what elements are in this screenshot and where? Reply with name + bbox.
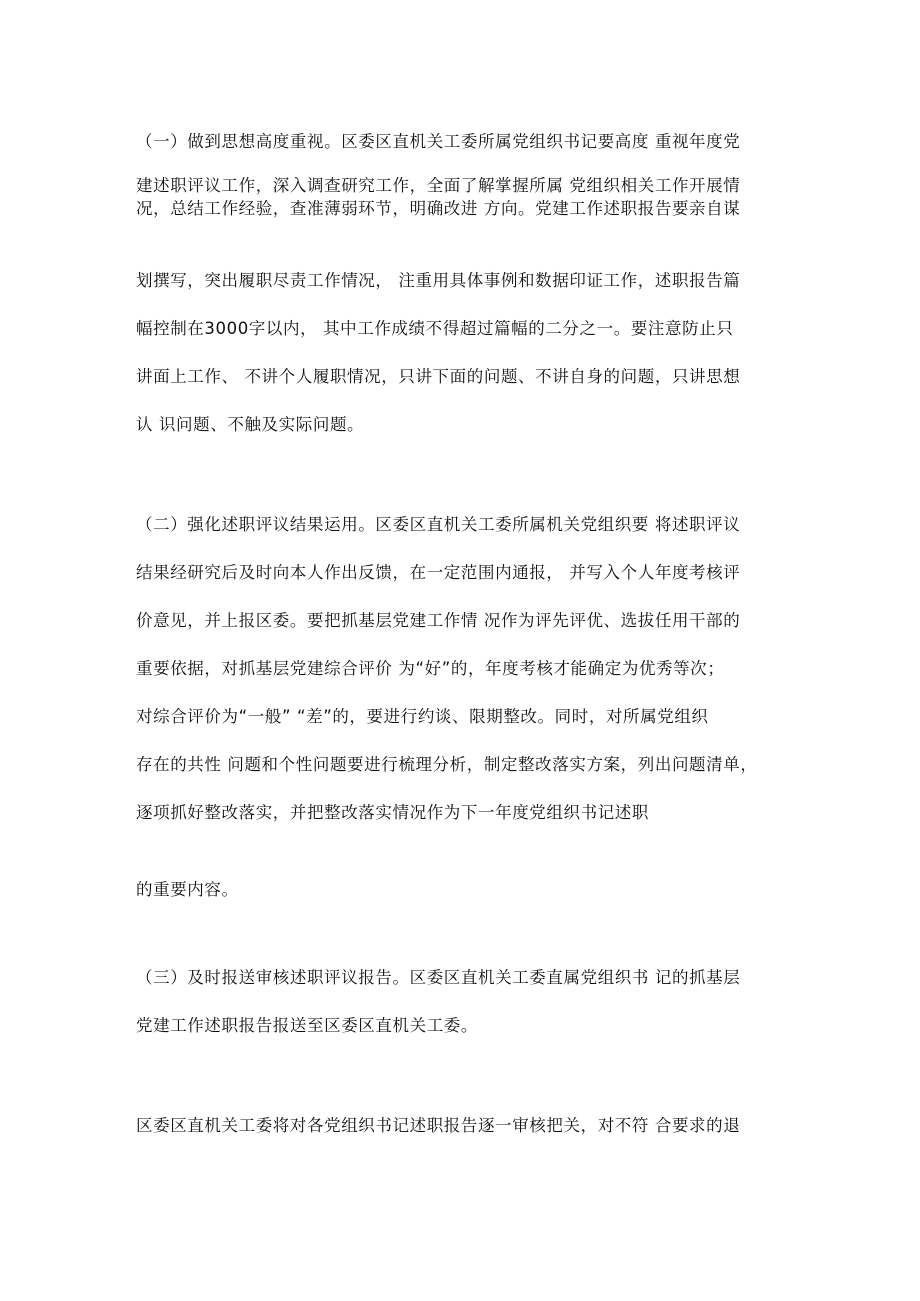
paragraph-2-line-7: 逐项抓好整改落实，并把整改落实情况作为下一年度党组织书记述职 (136, 803, 649, 822)
paragraph-2-line-1: （二）强化述职评议结果运用。区委区直机关工委所属机关党组织要 将述职评议 (136, 515, 741, 534)
paragraph-1-line-1: （一）做到思想高度重视。区委区直机关工委所属党组织书记要高度 重视年度党 (136, 132, 741, 151)
paragraph-1-line-3-visible: 况，总结工作经验，查准薄弱环节，明确改进 方向。党建工作述职报告要亲自谋 (136, 199, 741, 218)
paragraph-2-line-5: 对综合评价为“一般” “差”的，要进行约谈、限期整改。同时，对所属党组织 (136, 707, 709, 726)
paragraph-5-line-1: 区委区直机关工委将对各党组织书记述职报告逐一审核把关，对不符 合要求的退 (136, 1116, 741, 1135)
paragraph-1-line-6: 讲面上工作、 不讲个人履职情况，只讲下面的问题、不讲自身的问题，只讲思想 (136, 367, 741, 386)
paragraph-4-line-2: 党建工作述职报告报送至区委区直机关工委。 (136, 1016, 478, 1035)
paragraph-3-line-1: 的重要内容。 (136, 880, 239, 899)
paragraph-2-line-2: 结果经研究后及时向本人作出反馈，在一定范围内通报， 并写入个人年度考核评 (136, 563, 741, 582)
paragraph-1-line-5: 幅控制在3000字以内， 其中工作成绩不得超过篇幅的二分之一。要注意防止只 (136, 319, 734, 338)
paragraph-1-line-7: 认 识问题、不触及实际问题。 (136, 415, 365, 434)
paragraph-1-line-4: 划撰写，突出履职尽责工作情况， 注重用具体事例和数据印证工作，述职报告篇 (136, 271, 741, 290)
paragraph-1-line-2: 建述职评议工作，深入调查研究工作，全面了解掌握所属 党组织相关工作开展情 (136, 176, 741, 195)
paragraph-2-line-4: 重要依据，对抓基层党建综合评价 为“好”的，年度考核才能确定为优秀等次； (136, 659, 725, 678)
paragraph-4-line-1: （三）及时报送审核述职评议报告。区委区直机关工委直属党组织书 记的抓基层 (136, 968, 741, 987)
paragraph-2-line-6: 存在的共性 问题和个性问题要进行梳理分析，制定整改落实方案，列出问题清单， (136, 755, 758, 774)
paragraph-2-line-3: 价意见，并上报区委。要把抓基层党建工作情 况作为评先评优、选拔任用干部的 (136, 611, 741, 630)
